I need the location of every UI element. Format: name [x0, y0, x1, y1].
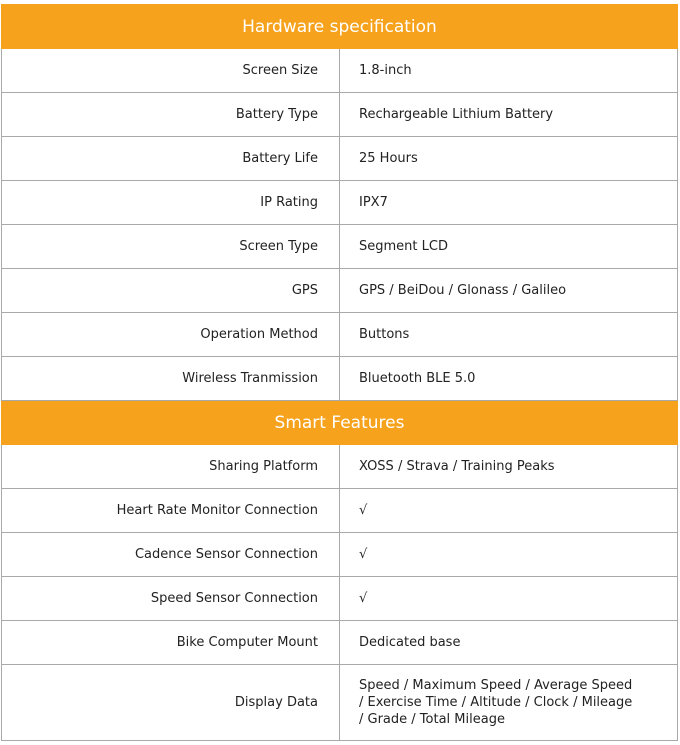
- spec-label: Wireless Tranmission: [2, 357, 340, 401]
- section-header-hardware: [2, 5, 678, 49]
- table-row: [2, 137, 678, 181]
- spec-label: Screen Size: [2, 49, 340, 93]
- table-row: [2, 93, 678, 137]
- spec-table: [1, 4, 678, 741]
- table-row: [2, 621, 678, 665]
- spec-value: [340, 665, 678, 741]
- spec-label: Sharing Platform: [2, 445, 340, 489]
- spec-label: Screen Type: [2, 225, 340, 269]
- spec-value: √: [340, 577, 678, 621]
- spec-label: Bike Computer Mount: [2, 621, 340, 665]
- spec-value: XOSS / Strava / Training Peaks: [340, 445, 678, 489]
- spec-label: Battery Type: [2, 93, 340, 137]
- table-row: [2, 181, 678, 225]
- spec-value: Rechargeable Lithium Battery: [340, 93, 678, 137]
- spec-label: Speed Sensor Connection: [2, 577, 340, 621]
- spec-value: GPS / BeiDou / Glonass / Galileo: [340, 269, 678, 313]
- table-row: [2, 225, 678, 269]
- spec-value: Segment LCD: [340, 225, 678, 269]
- section-title: Hardware specification: [2, 5, 678, 49]
- table-row: [2, 489, 678, 533]
- spec-value: 1.8-inch: [340, 49, 678, 93]
- spec-label: Battery Life: [2, 137, 340, 181]
- spec-label: Heart Rate Monitor Connection: [2, 489, 340, 533]
- spec-label: IP Rating: [2, 181, 340, 225]
- table-row: [2, 49, 678, 93]
- spec-value: IPX7: [340, 181, 678, 225]
- spec-value: √: [340, 533, 678, 577]
- table-row: [2, 357, 678, 401]
- table-row: [2, 269, 678, 313]
- table-row: [2, 533, 678, 577]
- spec-value: Dedicated base: [340, 621, 678, 665]
- spec-value: √: [340, 489, 678, 533]
- table-row: [2, 313, 678, 357]
- spec-label: Display Data: [2, 665, 340, 741]
- table-row: [2, 577, 678, 621]
- display-data-text: Speed / Maximum Speed / Average Speed / Exercise Time / Altitude / Clock / Mileage / Grade / Total Mileage: [359, 678, 633, 727]
- spec-value: Bluetooth BLE 5.0: [340, 357, 678, 401]
- spec-label: GPS: [2, 269, 340, 313]
- section-title: Smart Features: [2, 401, 678, 445]
- spec-value: Buttons: [340, 313, 678, 357]
- table-row: [2, 445, 678, 489]
- spec-label: Operation Method: [2, 313, 340, 357]
- spec-value: 25 Hours: [340, 137, 678, 181]
- section-header-smart-features: [2, 401, 678, 445]
- table-row: [2, 665, 678, 741]
- spec-label: Cadence Sensor Connection: [2, 533, 340, 577]
